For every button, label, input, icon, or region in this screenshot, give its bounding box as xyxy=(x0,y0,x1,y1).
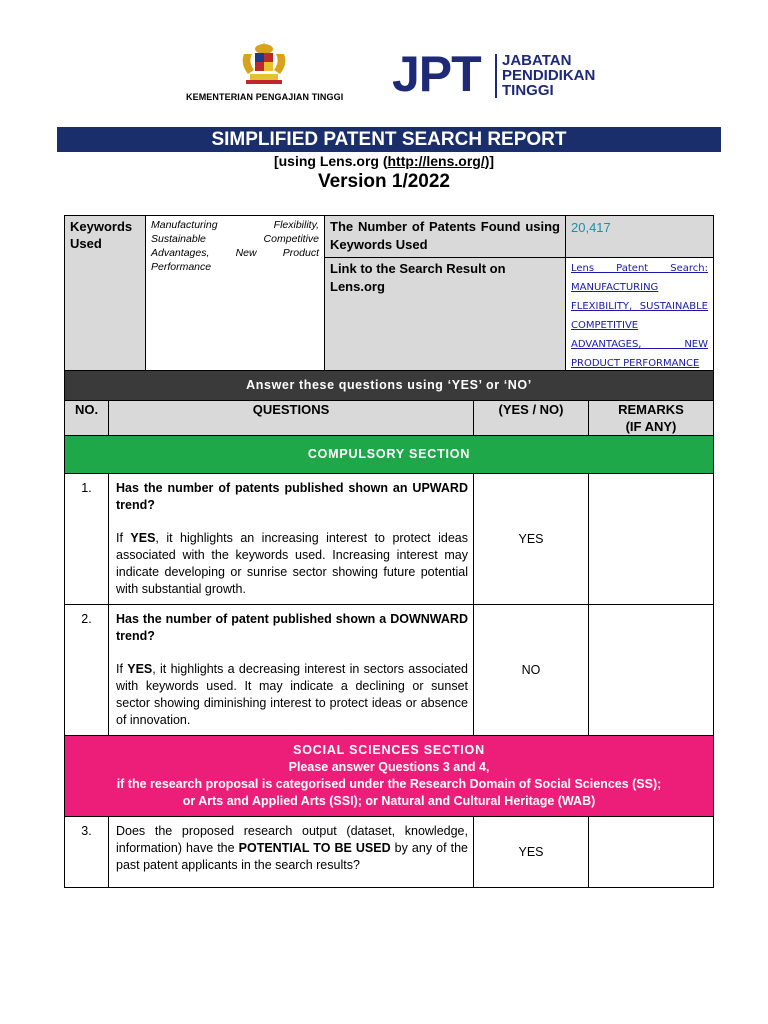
source-line xyxy=(0,153,768,169)
social-sciences-section-bar xyxy=(65,736,714,817)
question-note: , it highlights an increasing interest to protect ideas associated with the keywords used. Increasing interest may indicate developing or sunrise sector showing future potential with substantial growth. xyxy=(116,531,468,596)
col-no-header: NO. xyxy=(65,401,109,436)
question-text-bold: POTENTIAL TO BE USED xyxy=(238,841,391,855)
social-section-line-2: if the research proposal is categorised under the Research Domain of Social Sciences (SS); xyxy=(116,777,662,791)
patents-count-label: The Number of Patents Found using Keywords Used xyxy=(325,216,566,258)
coat-of-arms-logo xyxy=(236,40,292,88)
search-info-table xyxy=(64,215,714,376)
table-row xyxy=(65,605,714,736)
jpt-logo-text xyxy=(502,53,595,98)
question-number: 2. xyxy=(65,605,109,736)
ministry-name: KEMENTERIAN PENGAJIAN TINGGI xyxy=(186,92,344,102)
version-label: Version 1/2022 xyxy=(317,171,451,192)
instruction-bar: Answer these questions using ‘YES’ or ‘NO’ xyxy=(65,371,714,401)
search-result-link[interactable]: Lens Patent Search: MANUFACTURING FLEXIBILITY, SUSTAINABLE COMPETITIVE ADVANTAGES, NEW PRODUCT PERFORMANCE xyxy=(566,258,714,376)
source-prefix: [using Lens.org ( xyxy=(273,153,388,169)
question-note-prefix: If xyxy=(116,531,131,545)
social-section-line-1: Please answer Questions 3 and 4, xyxy=(288,760,490,774)
col-yesno-header: (YES / NO) xyxy=(474,401,589,436)
answer-cell[interactable]: YES xyxy=(474,474,589,605)
question-text-suffix: by any of the past patent applicants in the search results? xyxy=(116,841,468,872)
question-title: Has the number of patent published shown a DOWNWARD trend? xyxy=(116,612,468,643)
patents-count-value: 20,417 xyxy=(566,216,714,258)
remarks-cell[interactable] xyxy=(589,817,714,888)
table-row xyxy=(65,817,714,888)
keywords-value: Manufacturing Flexibility, Sustainable Competitive Advantages, New Product Performance xyxy=(146,216,325,376)
answer-cell[interactable]: NO xyxy=(474,605,589,736)
remarks-cell[interactable] xyxy=(589,605,714,736)
question-note-bold: YES xyxy=(127,662,153,676)
source-suffix: )] xyxy=(484,153,495,169)
jpt-line-1: JABATAN xyxy=(502,52,572,69)
logo-divider xyxy=(495,54,497,98)
question-text xyxy=(109,605,474,736)
compulsory-section-bar: COMPULSORY SECTION xyxy=(65,436,714,474)
report-title: SIMPLIFIED PATENT SEARCH REPORT xyxy=(57,127,721,152)
question-note-bold: YES xyxy=(130,531,156,545)
table-row xyxy=(65,474,714,605)
question-note-prefix: If xyxy=(116,662,128,676)
question-title: Has the number of patents published shown an UPWARD trend? xyxy=(116,481,468,512)
questions-table xyxy=(64,370,714,888)
jpt-logo: JPT xyxy=(392,46,481,102)
question-text-prefix: Does the proposed research output (dataset, knowledge, information) have the xyxy=(116,824,468,855)
social-section-title: SOCIAL SCIENCES SECTION xyxy=(293,743,485,757)
col-remarks-header xyxy=(589,401,714,436)
jpt-line-3: TINGGI xyxy=(502,82,554,99)
remarks-line-1: REMARKS xyxy=(618,402,684,417)
table-header-row xyxy=(65,401,714,436)
remarks-cell[interactable] xyxy=(589,474,714,605)
jpt-line-2: PENDIDIKAN xyxy=(502,67,596,84)
col-questions-header: QUESTIONS xyxy=(109,401,474,436)
search-link-label: Link to the Search Result on Lens.org xyxy=(325,258,566,376)
lens-link[interactable]: http://lens.org/ xyxy=(387,153,485,169)
question-number: 3. xyxy=(65,817,109,888)
question-number: 1. xyxy=(65,474,109,605)
remarks-line-2: (IF ANY) xyxy=(625,419,677,434)
question-text xyxy=(109,474,474,605)
question-note: , it highlights a decreasing interest in sectors associated with keywords used. It may indicate a declining or sunset sector showing diminishing interest to protect ideas or absence of innovation. xyxy=(116,662,468,727)
answer-cell[interactable]: YES xyxy=(474,817,589,888)
keywords-label: Keywords Used xyxy=(65,216,146,376)
question-text xyxy=(109,817,474,888)
social-section-line-3: or Arts and Applied Arts (SSI); or Natural and Cultural Heritage (WAB) xyxy=(182,794,596,808)
